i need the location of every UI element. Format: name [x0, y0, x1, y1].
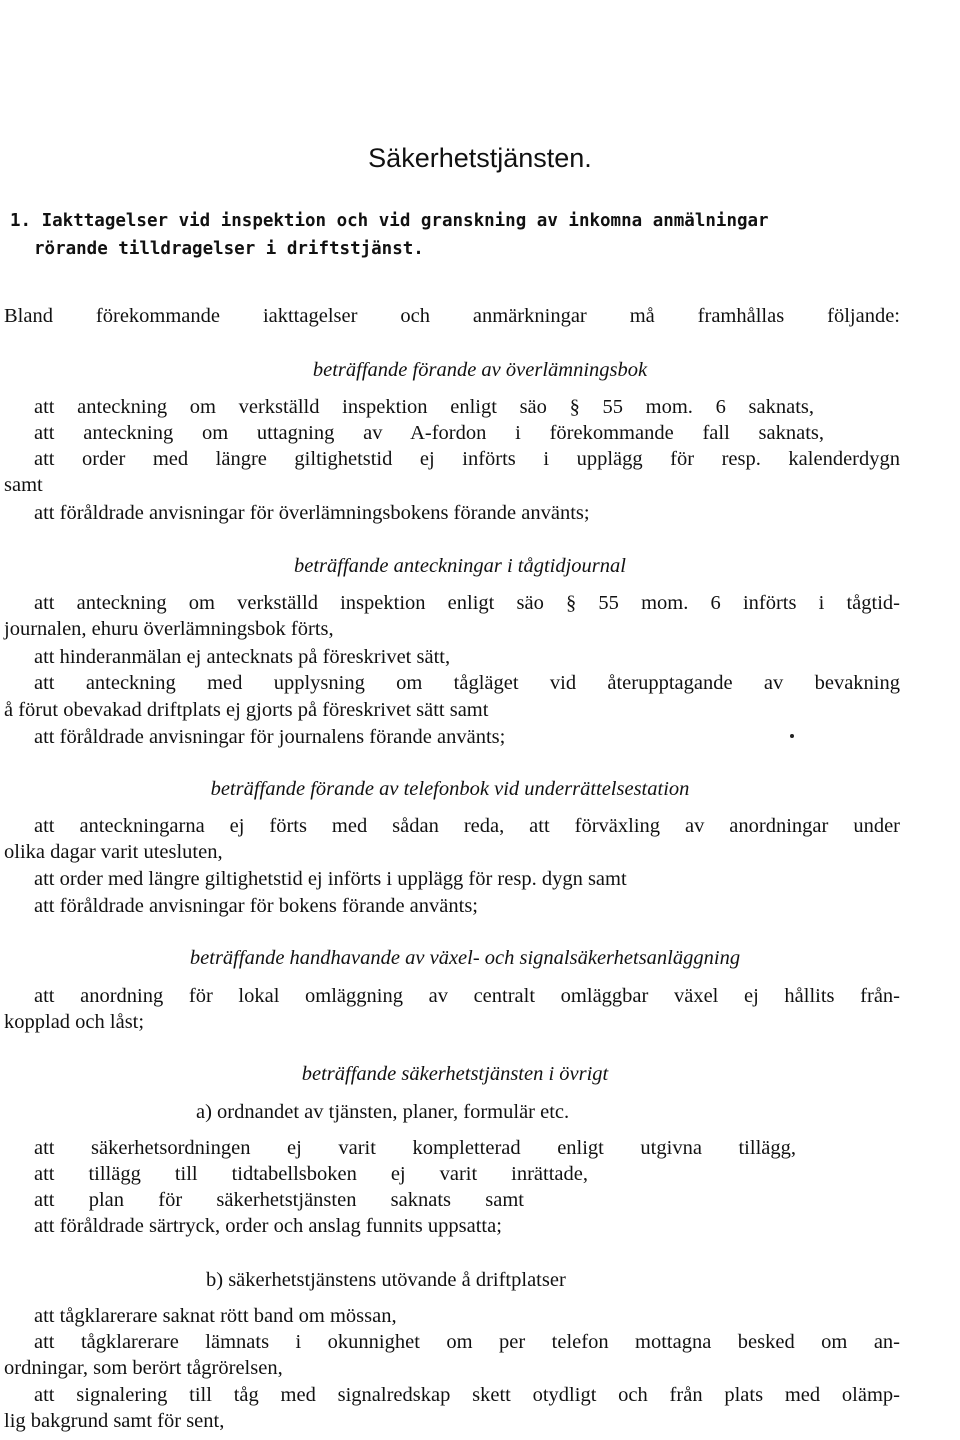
- list-item: att tillägg till tidtabellsboken ej varit inrättade,: [34, 1163, 588, 1185]
- list-item: att order med längre giltighetstid ej införts i upplägg för resp. kalenderdygn: [34, 448, 900, 470]
- list-item: att anteckning med upplysning om tågläget vid återupptagande av bevakning: [34, 672, 900, 694]
- page-title: Säkerhetstjänsten.: [368, 143, 592, 173]
- list-item: att hinderanmälan ej antecknats på föreskrivet sätt,: [34, 646, 451, 668]
- list-item: lig bakgrund samt för sent,: [4, 1410, 225, 1432]
- section-heading-line-1: 1. Iakttagelser vid inspektion och vid granskning av inkomna anmälningar: [10, 211, 769, 231]
- list-item: att föråldrade anvisningar för överlämningsbokens förande använts;: [34, 502, 590, 524]
- section-heading-line-2: rörande tilldragelser i driftstjänst.: [34, 239, 424, 259]
- stray-dot-mark: [790, 734, 794, 738]
- list-item: att anteckning om uttagning av A-fordon i förekommande fall saknats,: [34, 422, 824, 444]
- subheading-overlamningsbok: beträffande förande av överlämningsbok: [312, 359, 648, 381]
- list-item: att tågklarerare lämnats i okunnighet om per telefon mottagna besked om an-: [34, 1331, 900, 1353]
- list-item: att signalering till tåg med signalredskap skett otydligt och från plats med olämp-: [34, 1384, 900, 1406]
- list-item: att anordning för lokal omläggning av centralt omläggbar växel ej hållits från-: [34, 985, 900, 1007]
- list-item: olika dagar varit utesluten,: [4, 841, 223, 863]
- list-item: å förut obevakad driftplats ej gjorts på föreskrivet sätt samt: [4, 699, 489, 721]
- subheading-ovrigt: beträffande säkerhetstjänsten i övrigt: [301, 1063, 609, 1085]
- list-item: att anteckning om verkställd inspektion enligt säo § 55 mom. 6 införts i tågtid-: [34, 592, 900, 614]
- subsection-b-heading: b) säkerhetstjänstens utövande å driftplatser: [206, 1269, 566, 1291]
- list-item: att säkerhetsordningen ej varit kompletterad enligt utgivna tillägg,: [34, 1137, 796, 1159]
- list-item: att föråldrade anvisningar för bokens förande använts;: [34, 895, 479, 917]
- subheading-vaxel-signal: beträffande handhavande av växel- och signalsäkerhetsanläggning: [189, 947, 741, 969]
- list-item: att anteckningarna ej förts med sådan reda, att förväxling av anordningar under: [34, 815, 900, 837]
- subheading-tagtidjournal: beträffande anteckningar i tågtidjournal: [294, 555, 626, 577]
- subheading-telefonbok: beträffande förande av telefonbok vid underrättelsestation: [210, 778, 690, 800]
- list-item: att plan för säkerhetstjänsten saknats samt: [34, 1189, 524, 1211]
- list-item: att föråldrade anvisningar för journalens förande använts;: [34, 726, 506, 748]
- list-item: ordningar, som berört tågrörelsen,: [4, 1357, 283, 1379]
- intro-paragraph: Bland förekommande iakttagelser och anmärkningar må framhållas följande:: [4, 305, 900, 327]
- list-item: att tågklarerare saknat rött band om mössan,: [34, 1305, 397, 1327]
- list-item: att anteckning om verkställd inspektion enligt säo § 55 mom. 6 saknats,: [34, 396, 814, 418]
- list-item: att föråldrade särtryck, order och anslag funnits uppsatta;: [34, 1215, 502, 1237]
- list-item: att order med längre giltighetstid ej införts i upplägg för resp. dygn samt: [34, 868, 627, 890]
- list-item: kopplad och låst;: [4, 1011, 145, 1033]
- list-item: samt: [4, 474, 43, 496]
- list-item: journalen, ehuru överlämningsbok förts,: [4, 618, 334, 640]
- subsection-a-heading: a) ordnandet av tjänsten, planer, formulär etc.: [196, 1101, 570, 1123]
